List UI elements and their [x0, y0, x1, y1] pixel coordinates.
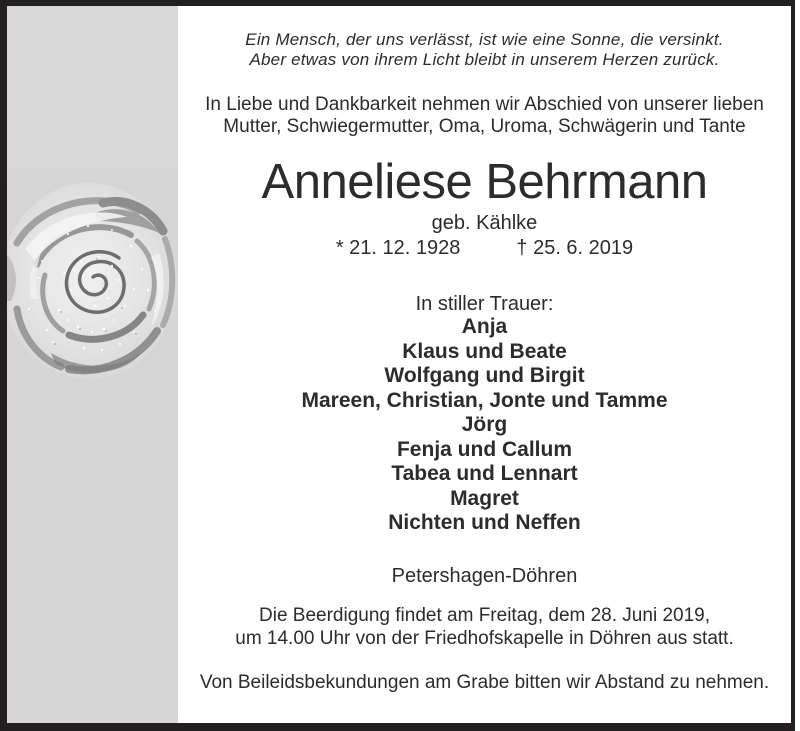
mourner-name: Nichten und Neffen — [388, 511, 581, 534]
maiden-name: geb. Kählke — [431, 212, 538, 234]
mourner-name: Klaus und Beate — [402, 339, 567, 363]
funeral-line-2: um 14.00 Uhr von der Friedhofskapelle in Döhren aus statt. — [235, 628, 734, 649]
life-dates — [178, 237, 791, 260]
epigraph — [178, 30, 791, 70]
farewell-line-1: In Liebe und Dankbarkeit nehmen wir Abschied von unserer lieben — [205, 94, 764, 115]
epigraph-line-2: Aber etwas von ihrem Licht bleibt in unserem Herzen zurück. — [249, 50, 720, 69]
birth-date: * 21. 12. 1928 — [335, 237, 461, 259]
funeral-line-1: Die Beerdigung findet am Freitag, dem 28. Juni 2019, — [259, 605, 710, 626]
mourner-name: Jörg — [461, 413, 508, 436]
death-date: † 25. 6. 2019 — [516, 237, 634, 259]
obituary-content — [178, 6, 791, 723]
mourner-list — [178, 315, 791, 536]
deceased-name: Anneliese Behrmann — [261, 155, 708, 209]
farewell-line-2: Mutter, Schwiegermutter, Oma, Uroma, Schwägerin und Tante — [223, 116, 746, 137]
epigraph-line-1: Ein Mensch, der uns verlässt, ist wie eine Sonne, die versinkt. — [245, 30, 724, 49]
location: Petershagen-Döhren — [391, 565, 578, 587]
mourner-name: Mareen, Christian, Jonte und Tamme — [301, 388, 668, 412]
rose-image — [7, 169, 178, 401]
mourner-name: Wolfgang und Birgit — [384, 364, 585, 387]
mourner-name: Fenja und Callum — [396, 437, 572, 461]
mourner-name: Tabea und Lennart — [391, 462, 578, 485]
mourning-heading: In stiller Trauer: — [415, 293, 554, 315]
condolence-note: Von Beileidsbekundungen am Grabe bitten wir Abstand zu nehmen. — [199, 672, 770, 693]
side-image-panel — [7, 6, 178, 723]
mourner-name: Magret — [450, 486, 519, 510]
farewell-text — [178, 94, 791, 138]
funeral-info — [178, 604, 791, 650]
mourner-name: Anja — [461, 315, 508, 338]
